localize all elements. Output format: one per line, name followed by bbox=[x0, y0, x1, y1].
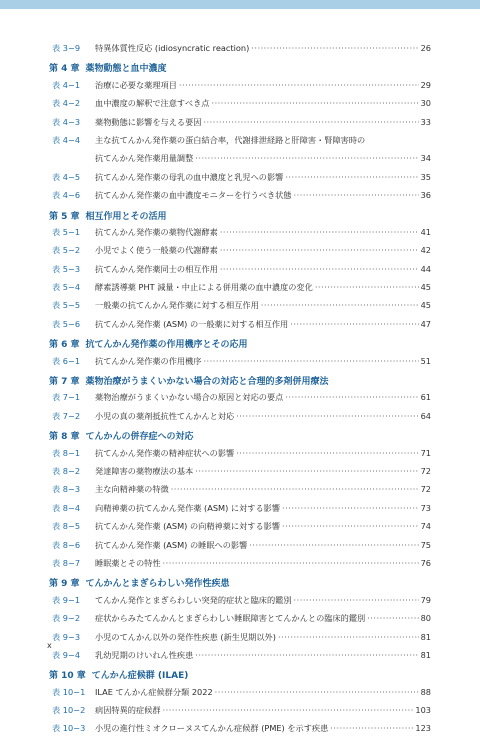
table-number: 表 5−1 bbox=[52, 226, 81, 237]
chapter-title: てんかん症候群 (ILAE) bbox=[91, 671, 189, 682]
toc-entry[interactable] bbox=[49, 595, 431, 613]
leader-dots bbox=[203, 117, 418, 127]
leader-dots bbox=[294, 190, 419, 200]
table-number: 表 8−2 bbox=[52, 465, 81, 476]
leader-dots bbox=[315, 282, 419, 292]
entry-title: 病因特異的症候群 bbox=[95, 705, 161, 716]
chapter-label: 第 6 章 bbox=[49, 340, 80, 351]
entry-title: てんかん発作とまぎらわしい突発的症状と臨床的鑑別 bbox=[95, 594, 292, 605]
entry-title: 発達障害の薬物療法の基本 bbox=[95, 465, 194, 476]
chapter-heading bbox=[49, 429, 431, 447]
entry-title: 抗てんかん発作薬の母乳の血中濃度と乳児への影響 bbox=[95, 171, 284, 182]
entry-title: 薬物動態に影響を与える要因 bbox=[95, 116, 202, 127]
page-number: 29 bbox=[420, 79, 431, 90]
table-number: 表 4−5 bbox=[52, 171, 81, 182]
toc-entry[interactable] bbox=[49, 650, 431, 668]
toc-entry[interactable] bbox=[49, 723, 431, 741]
page-number: 51 bbox=[420, 355, 431, 366]
page-number: 103 bbox=[415, 705, 431, 716]
page-number: 64 bbox=[420, 410, 431, 421]
leader-dots bbox=[203, 356, 418, 366]
page-number: 71 bbox=[420, 447, 431, 458]
entry-title: 抗てんかん発作薬 (ASM) の睡眠への影響 bbox=[95, 539, 248, 550]
leader-dots bbox=[294, 595, 419, 605]
chapter-heading bbox=[49, 668, 431, 686]
toc-entry[interactable] bbox=[49, 540, 431, 558]
leader-dots bbox=[249, 540, 418, 550]
toc-entry[interactable] bbox=[49, 503, 431, 521]
table-number: 表 3−9 bbox=[52, 43, 81, 53]
entry-title: 抗てんかん発作薬の作用機序 bbox=[95, 355, 202, 366]
toc-entry[interactable] bbox=[49, 448, 431, 466]
table-number: 表 8−4 bbox=[52, 502, 81, 513]
chapter-label: 第 8 章 bbox=[49, 432, 80, 443]
leader-dots bbox=[195, 153, 418, 163]
table-number: 表 9−3 bbox=[52, 631, 81, 642]
toc-entry[interactable] bbox=[49, 172, 431, 190]
table-number: 表 4−1 bbox=[52, 79, 81, 90]
table-number: 表 8−1 bbox=[52, 447, 81, 458]
page-number: 81 bbox=[420, 631, 431, 642]
toc-entry[interactable] bbox=[49, 521, 431, 539]
page-number: 72 bbox=[420, 465, 431, 476]
leader-dots bbox=[220, 264, 419, 274]
page-number: 72 bbox=[420, 484, 431, 495]
entry-title: 血中濃度の解釈で注意すべき点 bbox=[95, 98, 210, 109]
entry-title: 小児のてんかん以外の発作性疾患 (新生児期以外) bbox=[95, 631, 276, 642]
table-number: 表 10−3 bbox=[52, 723, 86, 734]
page-number: 76 bbox=[420, 557, 431, 568]
page-number: 36 bbox=[420, 190, 431, 201]
table-number: 表 9−4 bbox=[52, 649, 81, 660]
chapter-heading bbox=[49, 576, 431, 594]
page-number: 74 bbox=[420, 521, 431, 532]
toc-entry-continuation[interactable] bbox=[49, 153, 431, 171]
entry-title: 抗てんかん発作薬 (ASM) の一般薬に対する相互作用 bbox=[95, 318, 289, 329]
page-number: 73 bbox=[420, 502, 431, 513]
leader-dots bbox=[285, 172, 418, 182]
toc-entry[interactable] bbox=[49, 245, 431, 263]
chapter-title: てんかんの併存症への対応 bbox=[85, 432, 194, 443]
table-number: 表 5−2 bbox=[52, 245, 81, 256]
table-number: 表 5−3 bbox=[52, 263, 81, 274]
leader-dots bbox=[282, 503, 419, 513]
chapter-heading bbox=[49, 337, 431, 355]
leader-dots bbox=[278, 632, 419, 642]
toc-entry[interactable] bbox=[49, 687, 431, 705]
leader-dots bbox=[195, 650, 418, 660]
leader-dots bbox=[163, 558, 419, 568]
page-number: 88 bbox=[420, 686, 431, 697]
leader-dots bbox=[179, 80, 419, 90]
leader-dots bbox=[171, 484, 419, 494]
table-number: 表 4−4 bbox=[52, 134, 81, 145]
entry-title: 治療に必要な薬理項目 bbox=[95, 79, 177, 90]
page-number: 81 bbox=[420, 649, 431, 660]
page-number: 75 bbox=[420, 539, 431, 550]
page-number: 80 bbox=[420, 613, 431, 624]
table-number: 表 5−6 bbox=[52, 318, 81, 329]
toc-entry[interactable] bbox=[49, 632, 431, 650]
page-number: 35 bbox=[420, 171, 431, 182]
chapter-title: てんかんとまぎらわしい発作性疾患 bbox=[85, 579, 230, 590]
leader-dots bbox=[163, 705, 414, 715]
chapter-label: 第 5 章 bbox=[49, 211, 80, 222]
page-number: 79 bbox=[420, 594, 431, 605]
leader-dots bbox=[220, 245, 419, 255]
table-number: 表 5−4 bbox=[52, 282, 81, 293]
chapter-title: 薬物治療がうまくいかない場合の対応と合理的多剤併用療法 bbox=[85, 377, 329, 388]
toc-entry[interactable] bbox=[49, 319, 431, 337]
table-number: 表 5−5 bbox=[52, 300, 81, 311]
page-number: 45 bbox=[420, 300, 431, 311]
page-number: 44 bbox=[420, 263, 431, 274]
entry-title: 症状からみたてんかんとまぎらわしい睡眠障害とてんかんとの臨床的鑑別 bbox=[95, 613, 366, 624]
leader-dots bbox=[251, 43, 418, 53]
table-number: 表 4−6 bbox=[52, 190, 81, 201]
toc-entry[interactable] bbox=[49, 300, 431, 318]
chapter-label: 第 10 章 bbox=[49, 671, 86, 682]
table-number: 表 4−2 bbox=[52, 98, 81, 109]
chapter-label: 第 7 章 bbox=[49, 377, 80, 388]
toc-entry[interactable] bbox=[49, 466, 431, 484]
entry-title: 抗てんかん発作薬 (ASM) の向精神薬に対する影響 bbox=[95, 521, 281, 532]
leader-dots bbox=[215, 687, 419, 697]
entry-title: 抗てんかん発作薬同士の相互作用 bbox=[95, 263, 218, 274]
entry-title: 向精神薬の抗てんかん発作薬 (ASM) に対する影響 bbox=[95, 502, 281, 513]
entry-title: ILAE てんかん症候群分類 2022 bbox=[95, 686, 213, 697]
chapter-title: 抗てんかん発作薬の作用機序とその応用 bbox=[85, 340, 248, 351]
leader-dots bbox=[330, 723, 413, 733]
page-number: 41 bbox=[420, 226, 431, 237]
table-number: 表 7−1 bbox=[52, 392, 81, 403]
leader-dots bbox=[211, 98, 418, 108]
leader-dots bbox=[236, 411, 418, 421]
entry-title: 特異体質性反応 (idiosyncratic reaction) bbox=[95, 43, 250, 53]
entry-title: 抗てんかん発作薬の血中濃度モニターを行うべき状態 bbox=[95, 190, 292, 201]
toc-entry[interactable] bbox=[49, 356, 431, 374]
entry-title: 睡眠薬とその特性 bbox=[95, 557, 161, 568]
table-of-contents bbox=[49, 43, 431, 742]
toc-entry[interactable] bbox=[49, 613, 431, 631]
table-number: 表 10−2 bbox=[52, 705, 86, 716]
entry-title: 小児の進行性ミオクローヌスてんかん症候群 (PME) を示す疾患 bbox=[95, 723, 329, 734]
leader-dots bbox=[285, 392, 418, 402]
toc-entry[interactable] bbox=[49, 411, 431, 429]
chapter-heading bbox=[49, 61, 431, 79]
table-number: 表 8−5 bbox=[52, 521, 81, 532]
entry-title: 抗てんかん発作薬の薬物代謝酵素 bbox=[95, 226, 218, 237]
toc-entry[interactable] bbox=[49, 705, 431, 723]
chapter-heading bbox=[49, 209, 431, 227]
leader-dots bbox=[367, 613, 418, 623]
entry-title-continued: 抗てんかん発作薬用量調整 bbox=[95, 153, 194, 164]
chapter-title: 相互作用とその活用 bbox=[85, 211, 167, 222]
entry-title: 薬物治療がうまくいかない場合の原因と対応の要点 bbox=[95, 392, 284, 403]
table-number: 表 6−1 bbox=[52, 355, 81, 366]
table-number: 表 4−3 bbox=[52, 116, 81, 127]
chapter-heading bbox=[49, 374, 431, 392]
toc-entry[interactable] bbox=[49, 264, 431, 282]
table-number: 表 9−2 bbox=[52, 613, 81, 624]
toc-entry[interactable] bbox=[49, 227, 431, 245]
chapter-title: 薬物動態と血中濃度 bbox=[85, 64, 167, 75]
entry-title: 乳幼児期のけいれん性疾患 bbox=[95, 649, 194, 660]
page-number: 47 bbox=[420, 318, 431, 329]
page-number: 26 bbox=[420, 43, 431, 53]
table-number: 表 8−7 bbox=[52, 557, 81, 568]
page-number: 123 bbox=[415, 723, 431, 734]
toc-entry[interactable] bbox=[49, 98, 431, 116]
table-number: 表 8−3 bbox=[52, 484, 81, 495]
toc-entry[interactable] bbox=[49, 392, 431, 410]
table-number: 表 7−2 bbox=[52, 410, 81, 421]
entry-title: 一般薬の抗てんかん発作薬に対する相互作用 bbox=[95, 300, 259, 311]
top-color-band bbox=[0, 0, 480, 9]
page-folio: x bbox=[47, 641, 52, 650]
entry-title: 抗てんかん発作薬の精神症状への影響 bbox=[95, 447, 235, 458]
entry-title: 主な向精神薬の特徴 bbox=[95, 484, 169, 495]
leader-dots bbox=[236, 448, 418, 458]
toc-entry[interactable] bbox=[49, 135, 431, 153]
toc-entry[interactable] bbox=[49, 117, 431, 135]
table-number: 表 9−1 bbox=[52, 594, 81, 605]
page-number: 34 bbox=[420, 153, 431, 164]
chapter-label: 第 9 章 bbox=[49, 579, 80, 590]
table-number: 表 10−1 bbox=[52, 686, 86, 697]
leader-dots bbox=[261, 300, 419, 310]
toc-entry[interactable] bbox=[49, 484, 431, 502]
toc-entry[interactable] bbox=[49, 558, 431, 576]
toc-entry[interactable] bbox=[49, 80, 431, 98]
leader-dots bbox=[282, 521, 419, 531]
chapter-label: 第 4 章 bbox=[49, 64, 80, 75]
entry-title: 酵素誘導薬 PHT 減量・中止による併用薬の血中濃度の変化 bbox=[95, 282, 313, 293]
page-number: 33 bbox=[420, 116, 431, 127]
page-number: 30 bbox=[420, 98, 431, 109]
table-number: 表 8−6 bbox=[52, 539, 81, 550]
toc-entry[interactable] bbox=[49, 282, 431, 300]
entry-title: 小児の真の薬剤抵抗性てんかんと対応 bbox=[95, 410, 235, 421]
leader-dots bbox=[220, 227, 419, 237]
leader-dots bbox=[290, 319, 418, 329]
page-number: 45 bbox=[420, 282, 431, 293]
leader-dots bbox=[195, 466, 418, 476]
toc-entry[interactable] bbox=[49, 43, 431, 61]
entry-title: 主な抗てんかん発作薬の蛋白結合率，代謝排泄経路と肝障害・腎障害時の bbox=[95, 134, 366, 145]
entry-title: 小児でよく使う一般薬の代謝酵素 bbox=[95, 245, 218, 256]
page-number: 42 bbox=[420, 245, 431, 256]
toc-entry[interactable] bbox=[49, 190, 431, 208]
page-number: 61 bbox=[420, 392, 431, 403]
